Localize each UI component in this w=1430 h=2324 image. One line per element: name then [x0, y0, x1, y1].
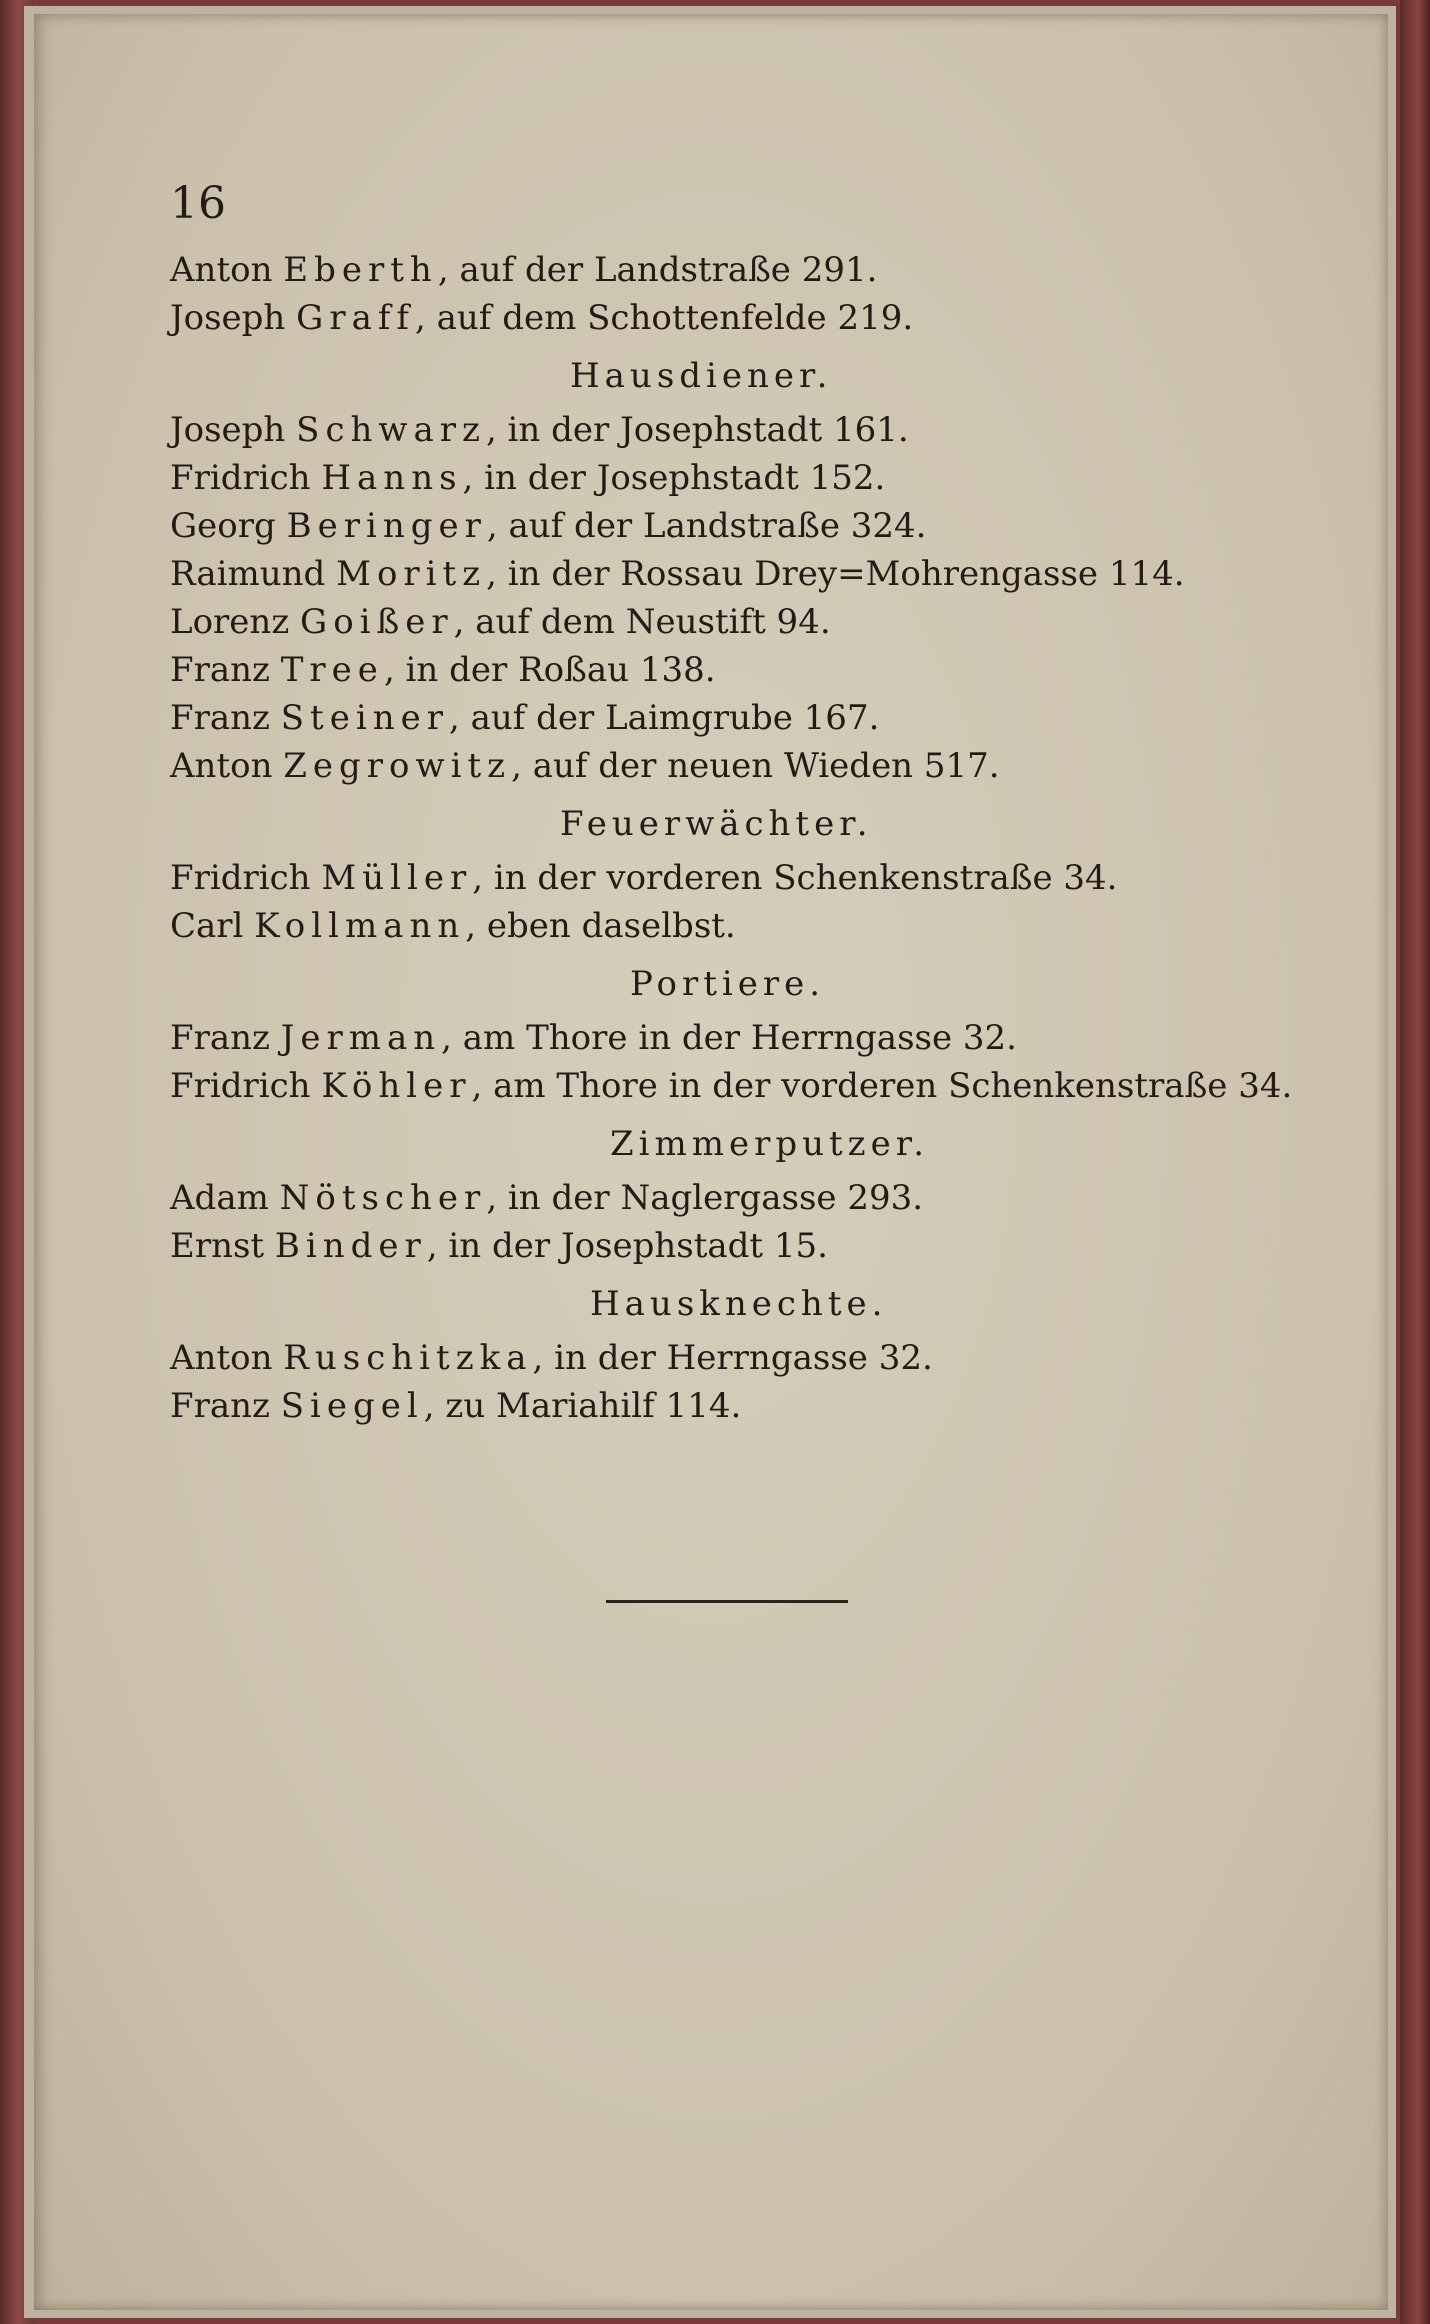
list-entry: Georg Beringer, auf der Landstraße 324. [170, 506, 927, 546]
surname: Müller [321, 858, 473, 898]
list-entry: Franz Siegel, zu Mariahilf 114. [170, 1386, 742, 1426]
list-entry: Adam Nötscher, in der Naglergasse 293. [170, 1178, 924, 1218]
surname: Köhler [321, 1066, 472, 1106]
surname: Eberth [283, 250, 438, 290]
surname: Tree [280, 650, 384, 690]
page-number: 16 [170, 178, 226, 229]
surname: Nötscher [279, 1178, 487, 1218]
list-entry: Joseph Schwarz, in der Josephstadt 161. [170, 410, 909, 450]
surname: Beringer [286, 506, 487, 546]
section-heading: Hausknechte. [590, 1284, 888, 1324]
surname: Goißer [300, 602, 454, 642]
section-heading: Zimmerputzer. [610, 1124, 930, 1164]
list-entry: Joseph Graff, auf dem Schottenfelde 219. [170, 298, 914, 338]
section-heading: Portiere. [630, 964, 826, 1004]
surname: Zegrowitz [283, 746, 512, 786]
list-entry: Carl Kollmann, eben daselbst. [170, 906, 736, 946]
surname: Siegel [280, 1386, 424, 1426]
surname: Binder [274, 1226, 427, 1266]
surname: Jerman [280, 1018, 442, 1058]
list-entry: Anton Eberth, auf der Landstraße 291. [170, 250, 878, 290]
list-entry: Fridrich Hanns, in der Josephstadt 152. [170, 458, 886, 498]
section-heading: Feuerwächter. [560, 804, 873, 844]
surname: Graff [296, 298, 416, 338]
list-entry: Franz Jerman, am Thore in der Herrngasse 32. [170, 1018, 1017, 1058]
page-text [170, 176, 1320, 1430]
section-heading: Hausdiener. [570, 356, 833, 396]
list-entry: Franz Steiner, auf der Laimgrube 167. [170, 698, 880, 738]
list-entry: Franz Tree, in der Roßau 138. [170, 650, 716, 690]
surname: Kollmann [254, 906, 466, 946]
surname: Moritz [336, 554, 487, 594]
list-entry: Fridrich Köhler, am Thore in der vorderen Schenkenstraße 34. [170, 1066, 1293, 1106]
list-entry: Ernst Binder, in der Josephstadt 15. [170, 1226, 828, 1266]
surname: Ruschitzka [283, 1338, 533, 1378]
book-binding-right [1400, 0, 1430, 2324]
list-entry: Lorenz Goißer, auf dem Neustift 94. [170, 602, 831, 642]
surname: Steiner [280, 698, 449, 738]
surname: Hanns [321, 458, 463, 498]
surname: Schwarz [296, 410, 486, 450]
list-entry: Fridrich Müller, in der vorderen Schenkenstraße 34. [170, 858, 1118, 898]
list-entry: Anton Ruschitzka, in der Herrngasse 32. [170, 1338, 933, 1378]
list-entry: Raimund Moritz, in der Rossau Drey=Mohrengasse 114. [170, 554, 1185, 594]
list-entry: Anton Zegrowitz, auf der neuen Wieden 517. [170, 746, 1000, 786]
end-rule [606, 1600, 848, 1603]
